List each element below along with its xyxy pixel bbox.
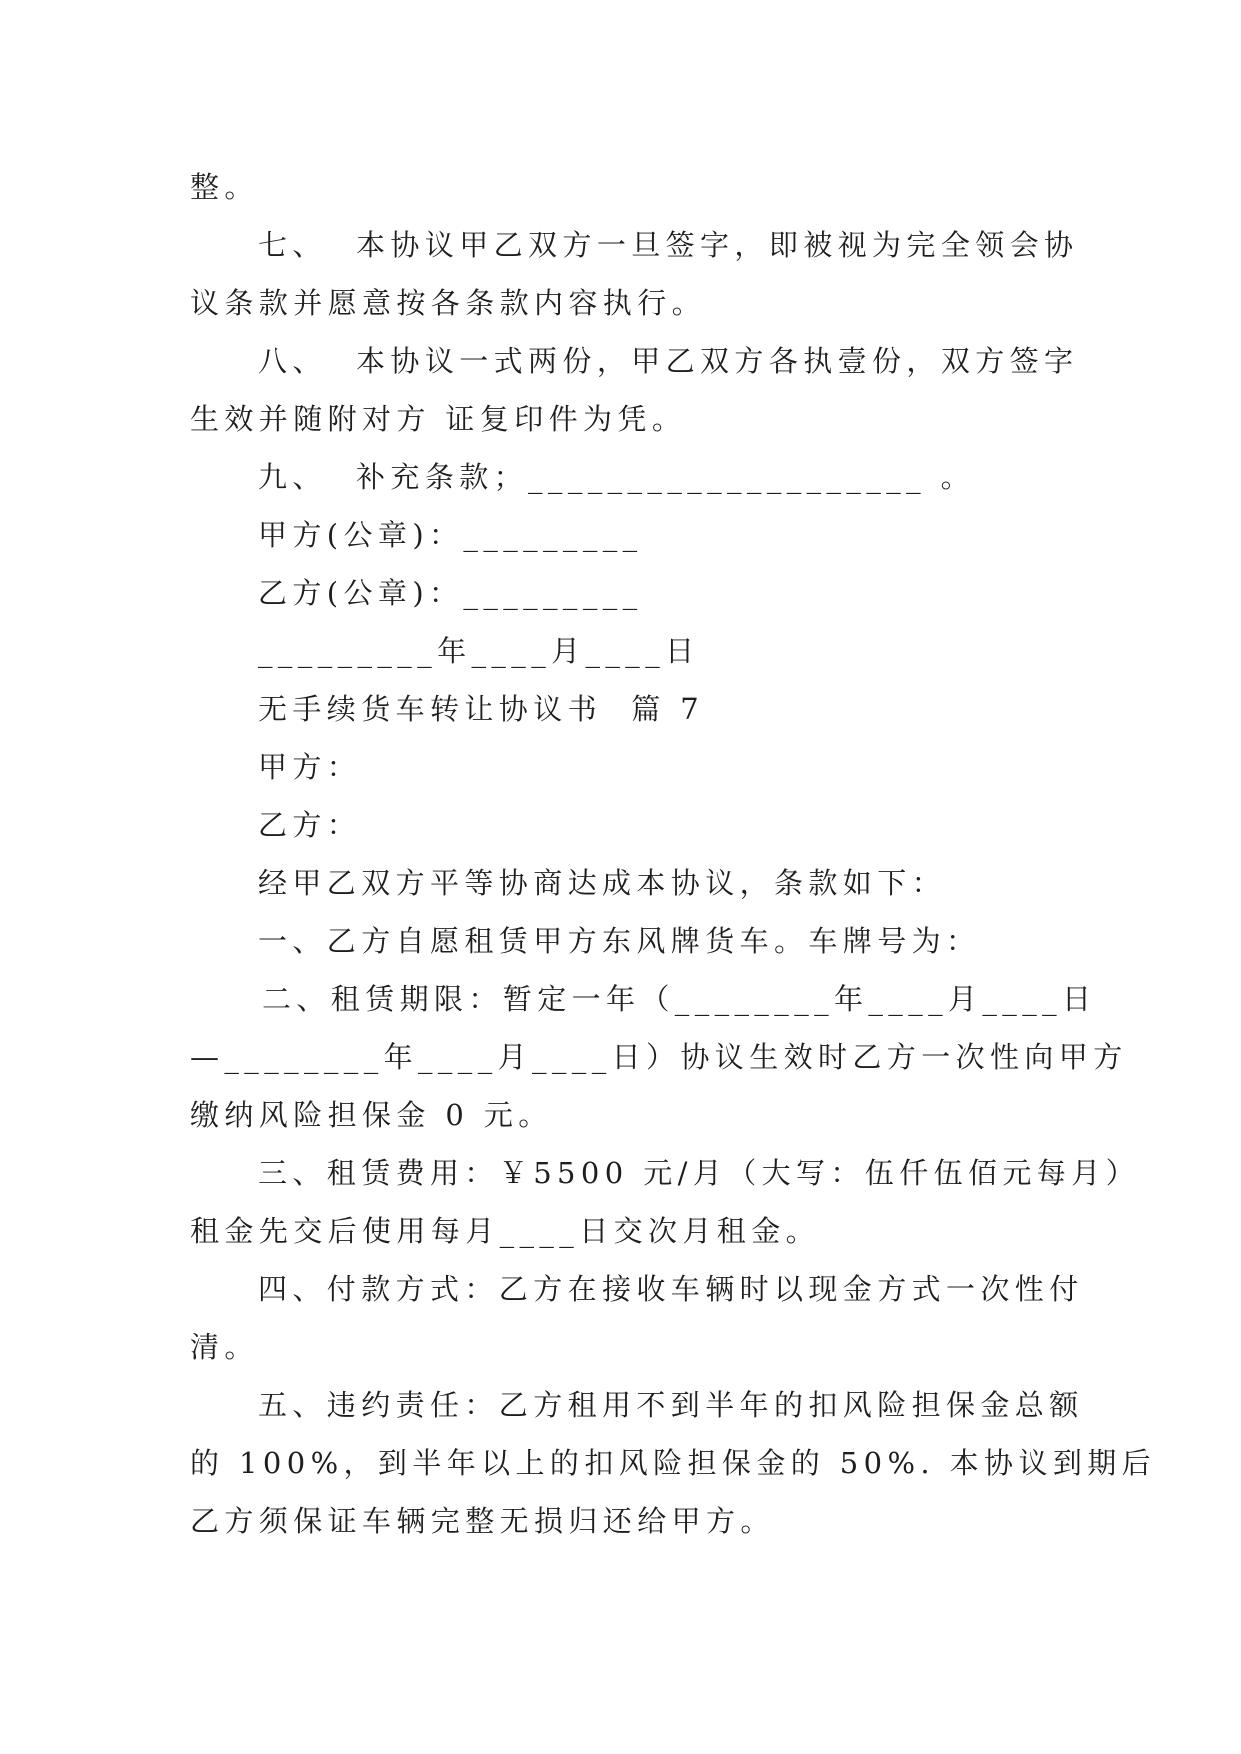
clause-7-line-2: 议条款并愿意按各条款内容执行。 [190, 286, 707, 320]
clause-5-line-3: 乙方须保证车辆完整无损归还给甲方。 [190, 1504, 775, 1538]
party-a-seal-line: 甲方(公章)：_________ [258, 518, 643, 552]
clause-2-line-3: 缴纳风险担保金 0 元。 [190, 1098, 553, 1132]
clause-5-line-1: 五、违约责任：乙方租用不到半年的扣风险担保金总额 [258, 1388, 1084, 1422]
clause-9-supplementary: 九、 补充条款；____________________ 。 [258, 460, 976, 494]
text-line: 整。 [190, 170, 259, 204]
date-line: _________年____月____日 [258, 634, 700, 668]
clause-8-line-2: 生效并随附对方 证复印件为凭。 [190, 402, 687, 436]
party-b-seal-line: 乙方(公章)：_________ [258, 576, 643, 610]
intro-line: 经甲乙双方平等协商达成本协议，条款如下： [258, 866, 947, 900]
clause-1-line: 一、乙方自愿租赁甲方东风牌货车。车牌号为： [258, 924, 981, 958]
clause-7-line-1: 七、 本协议甲乙双方一旦签字，即被视为完全领会协 [258, 228, 1079, 262]
party-b-line: 乙方： [258, 808, 362, 842]
clause-4-line-1: 四、付款方式：乙方在接收车辆时以现金方式一次性付 [258, 1272, 1084, 1306]
party-a-line: 甲方： [258, 750, 362, 784]
clause-2-line-2: —________年____月____日）协议生效时乙方一次性向甲方 [190, 1040, 1128, 1074]
clause-8-line-1: 八、 本协议一式两份，甲乙双方各执壹份，双方签字 [258, 344, 1079, 378]
clause-3-line-1: 三、租赁费用：￥5500 元/月（大写：伍仟伍佰元每月） [258, 1156, 1140, 1190]
clause-5-line-2: 的 100%，到半年以上的扣风险担保金的 50%. 本协议到期后 [190, 1446, 1157, 1480]
clause-2-line-1: 二、租赁期限：暂定一年（________年____月____日 [262, 982, 1097, 1016]
section-title: 无手续货车转让协议书 篇 7 [258, 692, 705, 726]
clause-3-line-2: 租金先交后使用每月____日交次月租金。 [190, 1214, 821, 1248]
clause-4-line-2: 清。 [190, 1330, 259, 1364]
